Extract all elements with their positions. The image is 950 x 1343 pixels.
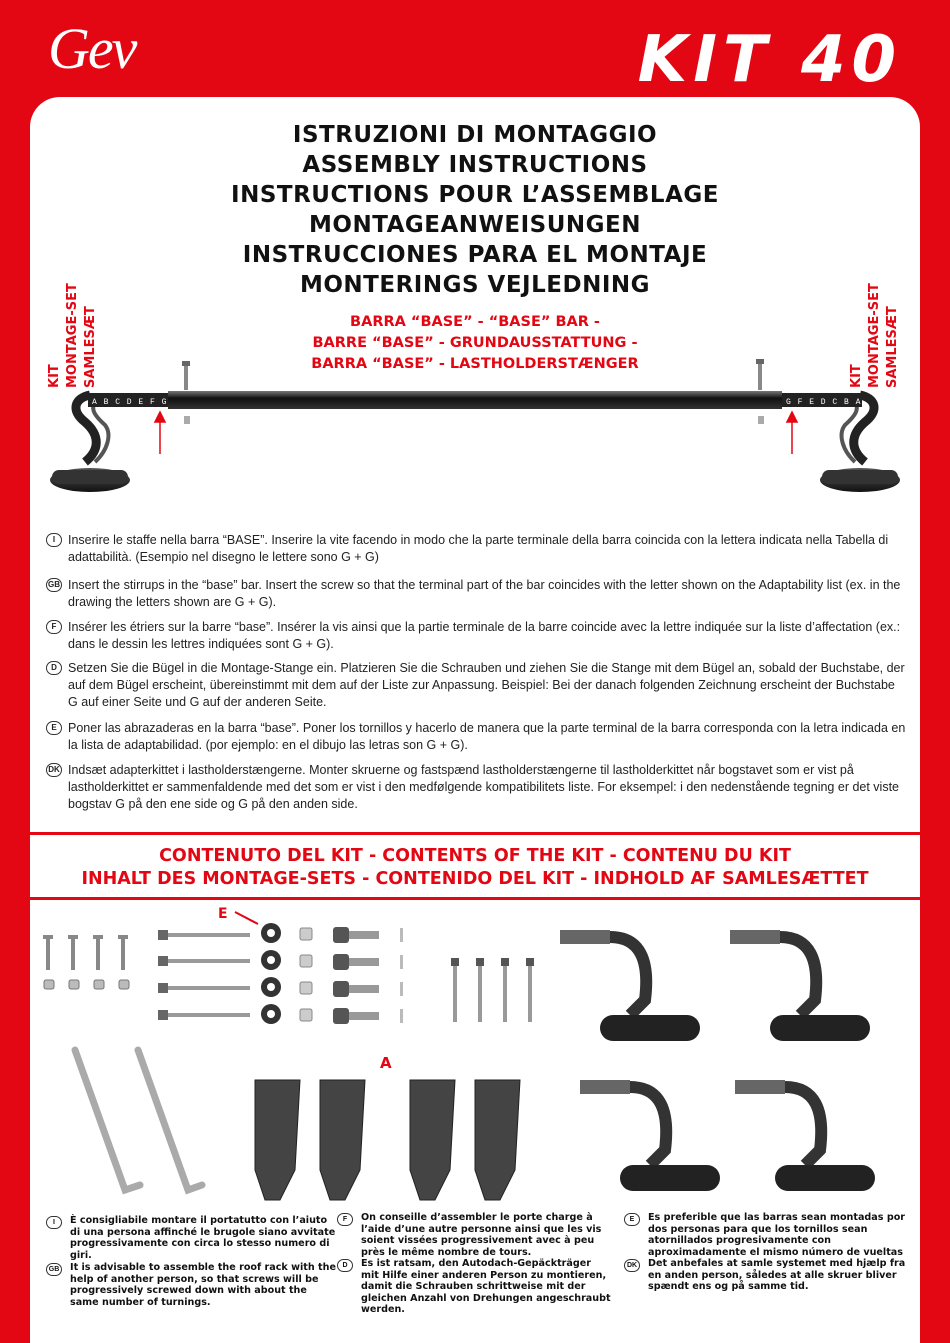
side-label-kit: KIT bbox=[47, 364, 62, 388]
mounting-brackets bbox=[255, 1080, 520, 1200]
bar-letters-left: A B C D E F G bbox=[92, 398, 168, 407]
washers bbox=[261, 923, 281, 1024]
brand-logo: Gev bbox=[48, 16, 136, 81]
instruction-dk bbox=[46, 762, 906, 813]
screw-left bbox=[184, 364, 188, 390]
title-fr: INSTRUCTIONS POUR L’ASSEMBLAGE bbox=[231, 182, 719, 208]
contents-title-line: INHALT DES MONTAGE-SETS - CONTENIDO DEL KIT - INDHOLD AF SAMLESÆTTET bbox=[81, 869, 869, 889]
lang-badge: E bbox=[624, 1213, 640, 1226]
lang-badge: I bbox=[46, 1216, 62, 1229]
note-it bbox=[46, 1215, 336, 1261]
short-screws bbox=[43, 935, 128, 970]
part-label-e: E bbox=[218, 906, 228, 922]
kit-parts-illustration bbox=[30, 900, 920, 1205]
title-dk: MONTERINGS VEJLEDNING bbox=[299, 272, 651, 298]
kit-title: KIT 40 bbox=[637, 23, 902, 97]
note-de bbox=[337, 1258, 612, 1316]
bar-letters-right: G F E D C B A bbox=[786, 398, 862, 407]
instruction-text: Insert the stirrups in the “base” bar. Insert the screw so that the terminal part of the bar coincides with the letter shown on the Adaptability list (ex. in the drawing the letters shown are G + G). bbox=[68, 578, 901, 609]
note-text: Es ist ratsam, den Autodach-Gepäckträger mit Hilfe einer anderen Person zu montieren, damit die Schrauben schrittweise mit der gleichen Anzahl von Drehungen angeschraubt werden. bbox=[361, 1258, 611, 1315]
small-nuts bbox=[44, 980, 129, 989]
note-gb bbox=[46, 1262, 336, 1308]
instruction-text: Inserire le staffe nella barra “BASE”. Inserire la vite facendo in modo che la parte terminale della barra coincida con la lettera indicata nella Tabella di adattabilità. (Esempio nel disegno le lettere sono G + G) bbox=[68, 533, 889, 564]
note-text: Det anbefales at samle systemet med hjælp fra en anden person, således at alle skruer bliver spændt ens og på samme tid. bbox=[648, 1258, 906, 1292]
instruction-titles bbox=[0, 120, 950, 300]
vertical-bolts bbox=[451, 958, 534, 1022]
instruction-text: Poner las abrazaderas en la barra “base”. Poner los tornillos y hacerlo de manera que la parte terminal de la barra corresponda con la letra indicada en la lista de adaptabilidad. (por ejemplo: en el dibujo las letras son G + G). bbox=[68, 721, 906, 752]
part-label-a: A bbox=[380, 1054, 392, 1072]
instruction-text: Setzen Sie die Bügel in die Montage-Stange ein. Platzieren Sie die Schrauben und ziehen Sie die Stange mit dem Bügel an, sobald der Buchstabe, der auf dem Bügel erscheint, übereinstimmt mit dem auf der Liste zur Anpassung. Beispiel: Bei der danach folgenden Zeichnung erscheint der Buchstabe G auf einer Seite und G auf der anderen Seite. bbox=[68, 661, 905, 709]
left-foot-bracket bbox=[50, 395, 130, 492]
lang-badge: I bbox=[46, 533, 62, 547]
hex-bolts bbox=[333, 927, 379, 1024]
lang-badge: DK bbox=[624, 1259, 640, 1272]
side-label-kit: KIT bbox=[849, 364, 864, 388]
title-it: ISTRUZIONI DI MONTAGGIO bbox=[292, 122, 658, 148]
base-bar-diagram bbox=[40, 350, 910, 520]
instruction-text: Insérer les étriers sur la barre “base”. Insérer la vis ainsi que la partie terminale de la barre coincide avec la lettre indiquée sur la liste d’affectation (ex.: dans le dessin les lettres indiquées sont G + G). bbox=[68, 620, 901, 651]
lang-badge: D bbox=[337, 1259, 353, 1272]
instruction-gb bbox=[46, 577, 906, 611]
roof-feet bbox=[560, 930, 875, 1191]
side-label-samlesaet: SAMLESÆT bbox=[83, 306, 98, 388]
note-fr bbox=[337, 1212, 612, 1258]
section-divider bbox=[30, 832, 920, 835]
spring-washers bbox=[400, 928, 403, 1023]
lang-badge: F bbox=[337, 1213, 353, 1226]
note-text: On conseille d’assembler le porte charge à l’aide d’une autre personne ainsi que les vis soient vissées progressivement avec à peu près le même nombre de tours. bbox=[361, 1212, 602, 1258]
title-en: ASSEMBLY INSTRUCTIONS bbox=[302, 152, 648, 178]
instruction-it bbox=[46, 532, 906, 566]
instruction-de bbox=[46, 660, 906, 711]
instruction-fr bbox=[46, 619, 906, 653]
bar-title-line: BARRA “BASE” - “BASE” BAR - bbox=[350, 314, 600, 330]
instruction-es bbox=[46, 720, 906, 754]
kit-contents-title bbox=[0, 845, 950, 891]
right-foot-bracket bbox=[820, 395, 900, 492]
title-es: INSTRUCCIONES PARA EL MONTAJE bbox=[242, 242, 708, 268]
allen-keys bbox=[75, 1050, 202, 1190]
note-dk bbox=[624, 1258, 909, 1293]
side-label-montage: MONTAGE-SET bbox=[65, 283, 80, 388]
arrow-right bbox=[787, 412, 797, 454]
lang-badge: GB bbox=[46, 1263, 62, 1276]
lang-badge: D bbox=[46, 661, 62, 675]
bar-title-line: BARRE “BASE” - GRUNDAUSSTATTUNG - bbox=[312, 335, 638, 351]
instruction-text: Indsæt adapterkittet i lastholderstængerne. Monter skruerne og fastspænd lastholderstængerne til lastholderkittet når bogstavet som er vist på lastholderkittet er sammenfaldende med det som er vist i den medfølgende kompatibilitets liste. For eksempel: i den nedenstående tegning er det viste bogstav G på den ene side og G på den anden side. bbox=[68, 763, 899, 811]
note-text: It is advisable to assemble the roof rack with the help of another person, so that screws will be progressively screwed down with about the same number of turnings. bbox=[70, 1262, 336, 1308]
lang-badge: E bbox=[46, 721, 62, 735]
side-label-montage: MONTAGE-SET bbox=[867, 283, 882, 388]
bar-title-line: BARRA “BASE” - LASTHOLDERSTÆNGER bbox=[311, 356, 639, 372]
lang-badge: GB bbox=[46, 578, 62, 592]
long-bolts bbox=[158, 930, 250, 1020]
arrow-left bbox=[155, 412, 165, 454]
square-nuts bbox=[300, 928, 312, 1021]
title-de: MONTAGEANWEISUNGEN bbox=[309, 212, 641, 238]
lang-badge: DK bbox=[46, 763, 62, 777]
note-es bbox=[624, 1212, 909, 1258]
note-text: Es preferible que las barras sean montadas por dos personas para que los tornillos sean atornillados progresivamente con aproximadamente el mismo número de vueltas bbox=[648, 1212, 906, 1258]
main-bar bbox=[168, 391, 782, 409]
lang-badge: F bbox=[46, 620, 62, 634]
side-label-samlesaet: SAMLESÆT bbox=[885, 306, 900, 388]
note-text: È consigliabile montare il portatutto con l’aiuto di una persona affinché le brugole siano avvitate progressivamente con circa lo stesso numero di giri. bbox=[70, 1215, 336, 1261]
contents-title-line: CONTENUTO DEL KIT - CONTENTS OF THE KIT - CONTENU DU KIT bbox=[159, 846, 791, 866]
screw-right bbox=[758, 362, 762, 390]
